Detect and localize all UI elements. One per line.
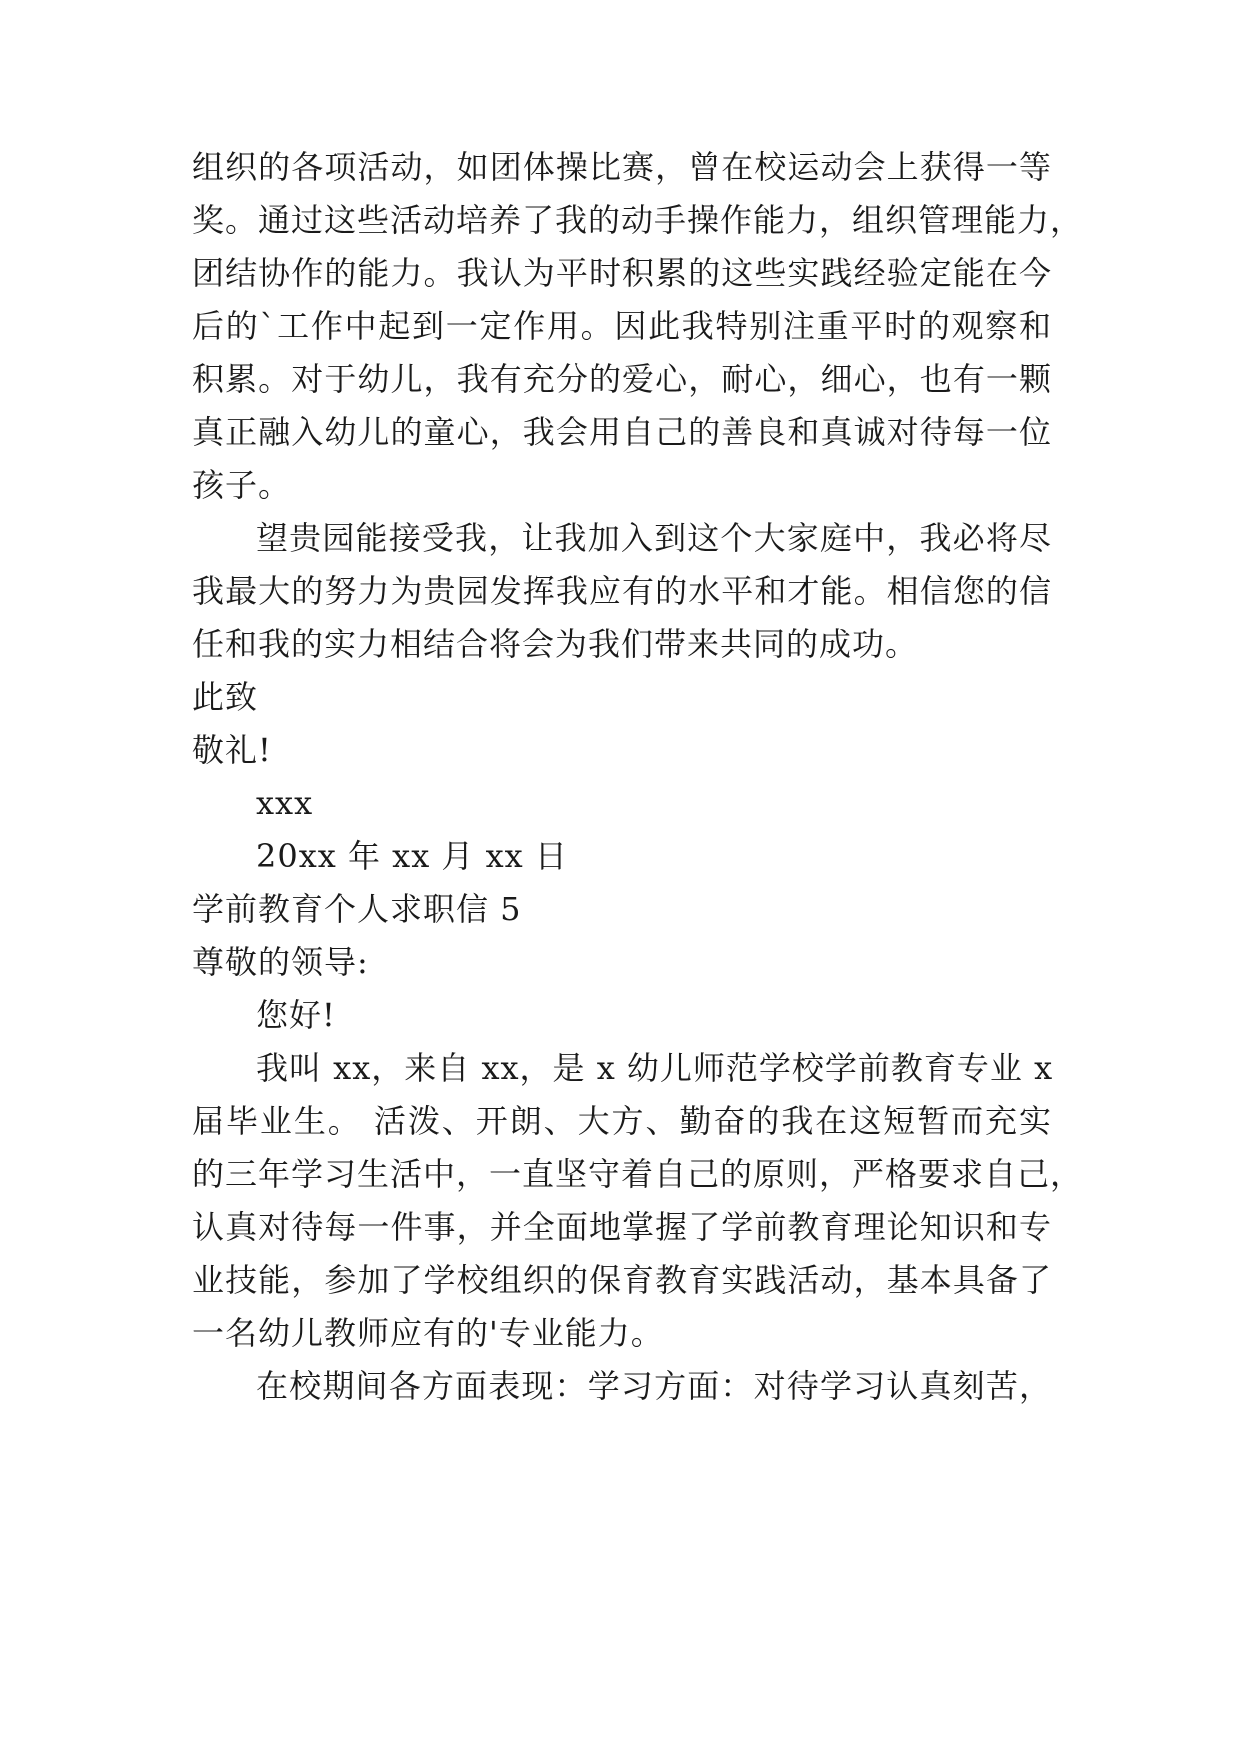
paragraph-line: 业技能，参加了学校组织的保育教育实践活动，基本具备了 — [192, 1261, 1052, 1299]
paragraph-line: 届毕业生。 活泼、开朗、大方、勤奋的我在这短暂而充实 — [192, 1102, 1052, 1140]
paragraph-line: 一名幼儿教师应有的'专业能力。 — [192, 1314, 664, 1352]
paragraph-line: 积累。对于幼儿，我有充分的爱心，耐心，细心，也有一颗 — [192, 360, 1052, 398]
paragraph-line: 任和我的实力相结合将会为我们带来共同的成功。 — [192, 625, 919, 663]
salutation: 尊敬的领导: — [192, 943, 369, 981]
paragraph-line: 望贵园能接受我，让我加入到这个大家庭中，我必将尽 — [256, 519, 1052, 557]
paragraph-line: 的三年学习生活中，一直坚守着自己的原则，严格要求自己， — [192, 1155, 1084, 1193]
paragraph-line: 奖。通过这些活动培养了我的动手操作能力，组织管理能力， — [192, 201, 1084, 239]
greeting: 您好! — [256, 996, 336, 1034]
paragraph-line: 后的`工作中起到一定作用。因此我特别注重平时的观察和 — [192, 307, 1052, 345]
paragraph-line: 我最大的努力为贵园发挥我应有的水平和才能。相信您的信 — [192, 572, 1052, 610]
paragraph-line: 在校期间各方面表现：学习方面：对待学习认真刻苦， — [256, 1367, 1052, 1405]
signature-name: xxx — [256, 784, 314, 822]
signature-date: 20xx 年 xx 月 xx 日 — [256, 837, 568, 875]
closing-salute: 敬礼! — [192, 731, 272, 769]
paragraph-line: 认真对待每一件事，并全面地掌握了学前教育理论知识和专 — [192, 1208, 1052, 1246]
paragraph-line: 我叫 xx，来自 xx，是 x 幼儿师范学校学前教育专业 x — [256, 1049, 1054, 1087]
paragraph-line: 组织的各项活动，如团体操比赛，曾在校运动会上获得一等 — [192, 148, 1052, 186]
paragraph-line: 真正融入幼儿的童心，我会用自己的善良和真诚对待每一位 — [192, 413, 1052, 451]
paragraph-line: 团结协作的能力。我认为平时积累的这些实践经验定能在今 — [192, 254, 1052, 292]
paragraph-line: 孩子。 — [192, 466, 292, 504]
section-title: 学前教育个人求职信 5 — [192, 890, 522, 928]
closing-line: 此致 — [192, 678, 259, 716]
